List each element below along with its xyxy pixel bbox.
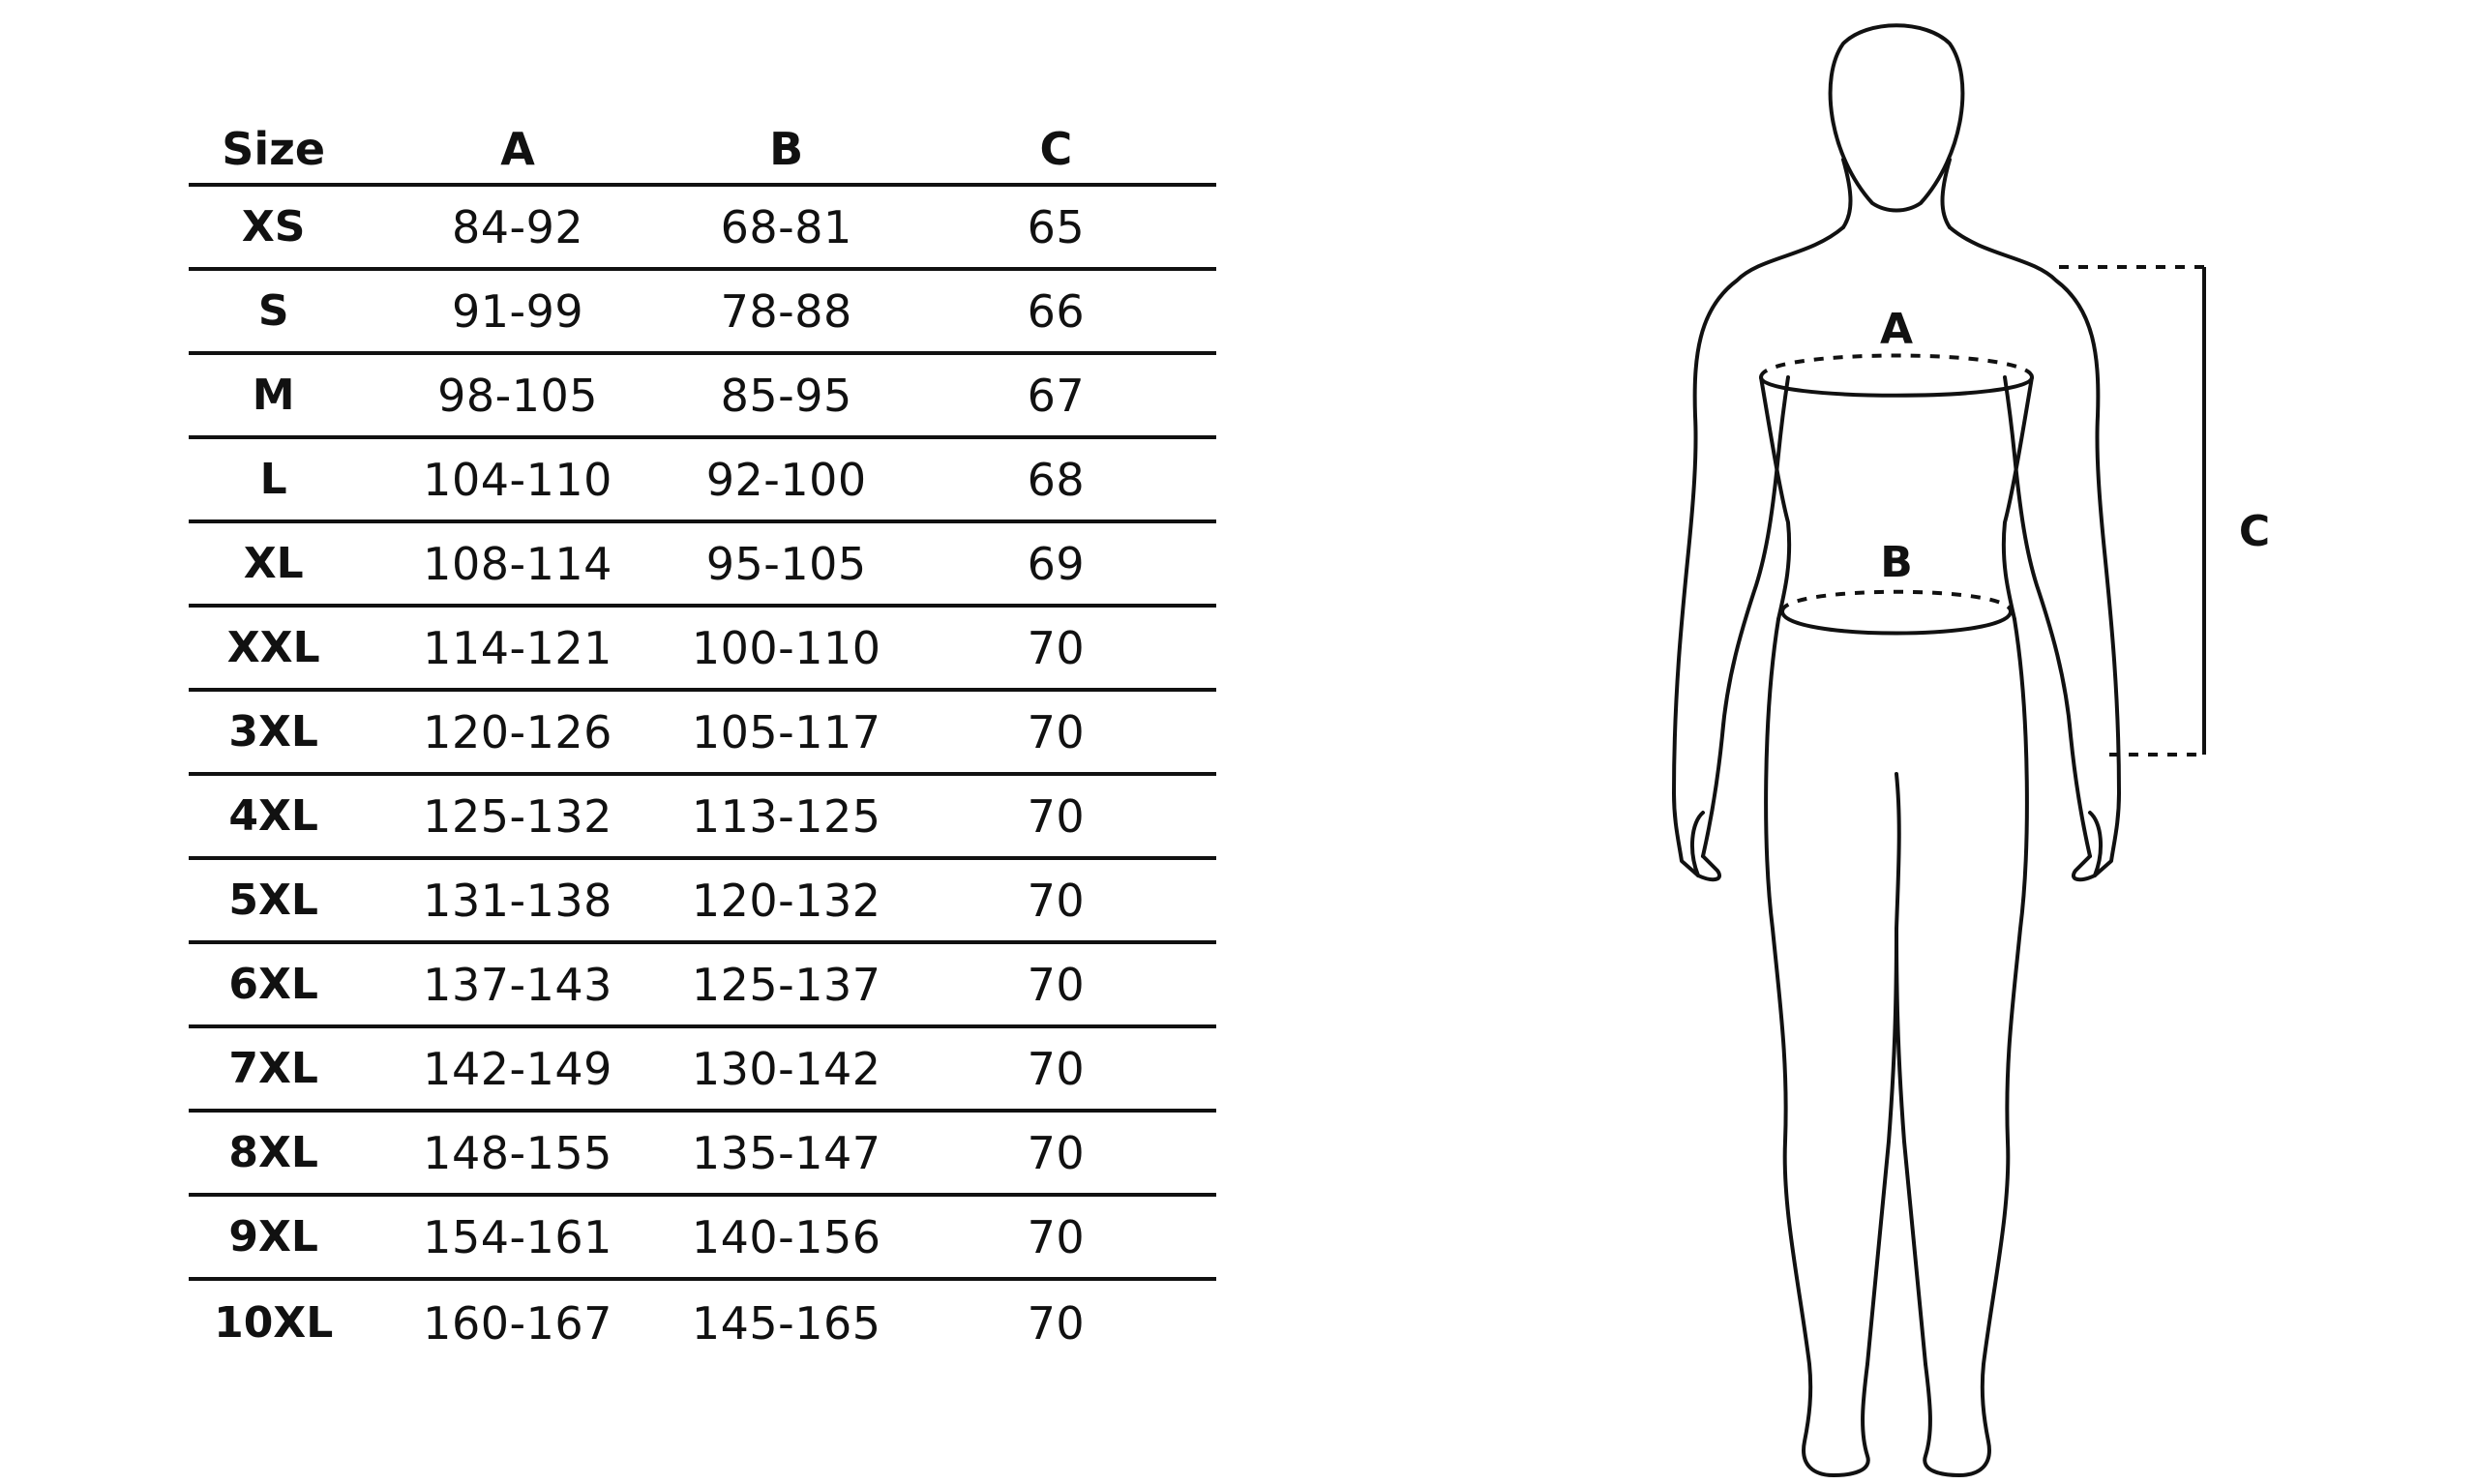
size-value: 9XL <box>228 1211 318 1261</box>
size-value: XS <box>241 201 306 252</box>
table-row <box>189 355 1216 439</box>
a-value: 160-167 <box>423 1296 612 1350</box>
a-value: 137-143 <box>423 958 612 1011</box>
table-row <box>189 1113 1216 1197</box>
size-value: 7XL <box>228 1043 318 1093</box>
b-value: 113-125 <box>691 789 881 843</box>
b-value: 105-117 <box>691 705 881 758</box>
c-value: 70 <box>1027 705 1086 758</box>
b-value: 92-100 <box>705 453 867 506</box>
c-value: 65 <box>1027 200 1086 253</box>
size-value: 10XL <box>214 1297 334 1348</box>
a-value: 142-149 <box>423 1042 612 1095</box>
header-c: C <box>1039 122 1073 175</box>
label-b: B <box>1880 538 1913 587</box>
b-value: 100-110 <box>691 621 881 674</box>
c-value: 70 <box>1027 1296 1086 1350</box>
c-value: 70 <box>1027 1126 1086 1179</box>
table-row <box>189 439 1216 523</box>
a-value: 104-110 <box>423 453 612 506</box>
size-value: M <box>252 370 295 420</box>
table-row <box>189 692 1216 776</box>
table-row <box>189 187 1216 271</box>
size-value: 5XL <box>228 875 318 925</box>
size-value: L <box>259 454 287 504</box>
table-row <box>189 271 1216 355</box>
table-row <box>189 523 1216 608</box>
size-value: 8XL <box>228 1127 318 1177</box>
c-value: 70 <box>1027 874 1086 927</box>
header-b: B <box>769 122 804 175</box>
c-value: 66 <box>1027 284 1086 338</box>
label-a: A <box>1879 305 1914 354</box>
measurement-c-marker <box>2059 267 2204 755</box>
body-measurement-figure <box>1597 0 2419 1484</box>
b-value: 145-165 <box>691 1296 881 1350</box>
b-value: 78-88 <box>720 284 852 338</box>
table-row <box>189 1197 1216 1281</box>
c-value: 70 <box>1027 1042 1086 1095</box>
human-body-outline-icon <box>1674 25 2119 1475</box>
b-value: 95-105 <box>705 537 867 590</box>
table-row <box>189 776 1216 860</box>
c-value: 67 <box>1027 369 1086 422</box>
b-value: 120-132 <box>691 874 881 927</box>
table-row <box>189 1281 1216 1365</box>
measurement-a-marker <box>1761 356 2032 396</box>
a-value: 108-114 <box>423 537 612 590</box>
c-value: 70 <box>1027 1210 1086 1263</box>
b-value: 140-156 <box>691 1210 881 1263</box>
a-value: 84-92 <box>451 200 584 253</box>
table-row <box>189 944 1216 1028</box>
size-value: XXL <box>226 622 320 672</box>
a-value: 98-105 <box>437 369 598 422</box>
measurement-b-marker <box>1782 592 2011 634</box>
header-a: A <box>500 122 535 175</box>
table-body <box>189 187 1216 1365</box>
size-chart-table <box>189 114 1216 1365</box>
b-value: 85-95 <box>720 369 852 422</box>
size-value: S <box>257 285 289 336</box>
size-value: 6XL <box>228 959 318 1009</box>
a-value: 114-121 <box>423 621 612 674</box>
b-value: 68-81 <box>720 200 852 253</box>
a-value: 120-126 <box>423 705 612 758</box>
size-value: 3XL <box>228 706 318 757</box>
label-c: C <box>2238 507 2271 556</box>
c-value: 70 <box>1027 789 1086 843</box>
c-value: 70 <box>1027 958 1086 1011</box>
table-row <box>189 1028 1216 1113</box>
table-row <box>189 608 1216 692</box>
c-value: 69 <box>1027 537 1086 590</box>
size-value: XL <box>243 538 304 588</box>
c-value: 70 <box>1027 621 1086 674</box>
a-value: 148-155 <box>423 1126 612 1179</box>
b-value: 130-142 <box>691 1042 881 1095</box>
table-header-row <box>189 114 1216 187</box>
c-value: 68 <box>1027 453 1086 506</box>
a-value: 125-132 <box>423 789 612 843</box>
a-value: 131-138 <box>423 874 612 927</box>
a-value: 91-99 <box>451 284 584 338</box>
b-value: 135-147 <box>691 1126 881 1179</box>
b-value: 125-137 <box>691 958 881 1011</box>
size-value: 4XL <box>228 790 318 841</box>
header-size: Size <box>222 122 326 175</box>
a-value: 154-161 <box>423 1210 612 1263</box>
table-row <box>189 860 1216 944</box>
